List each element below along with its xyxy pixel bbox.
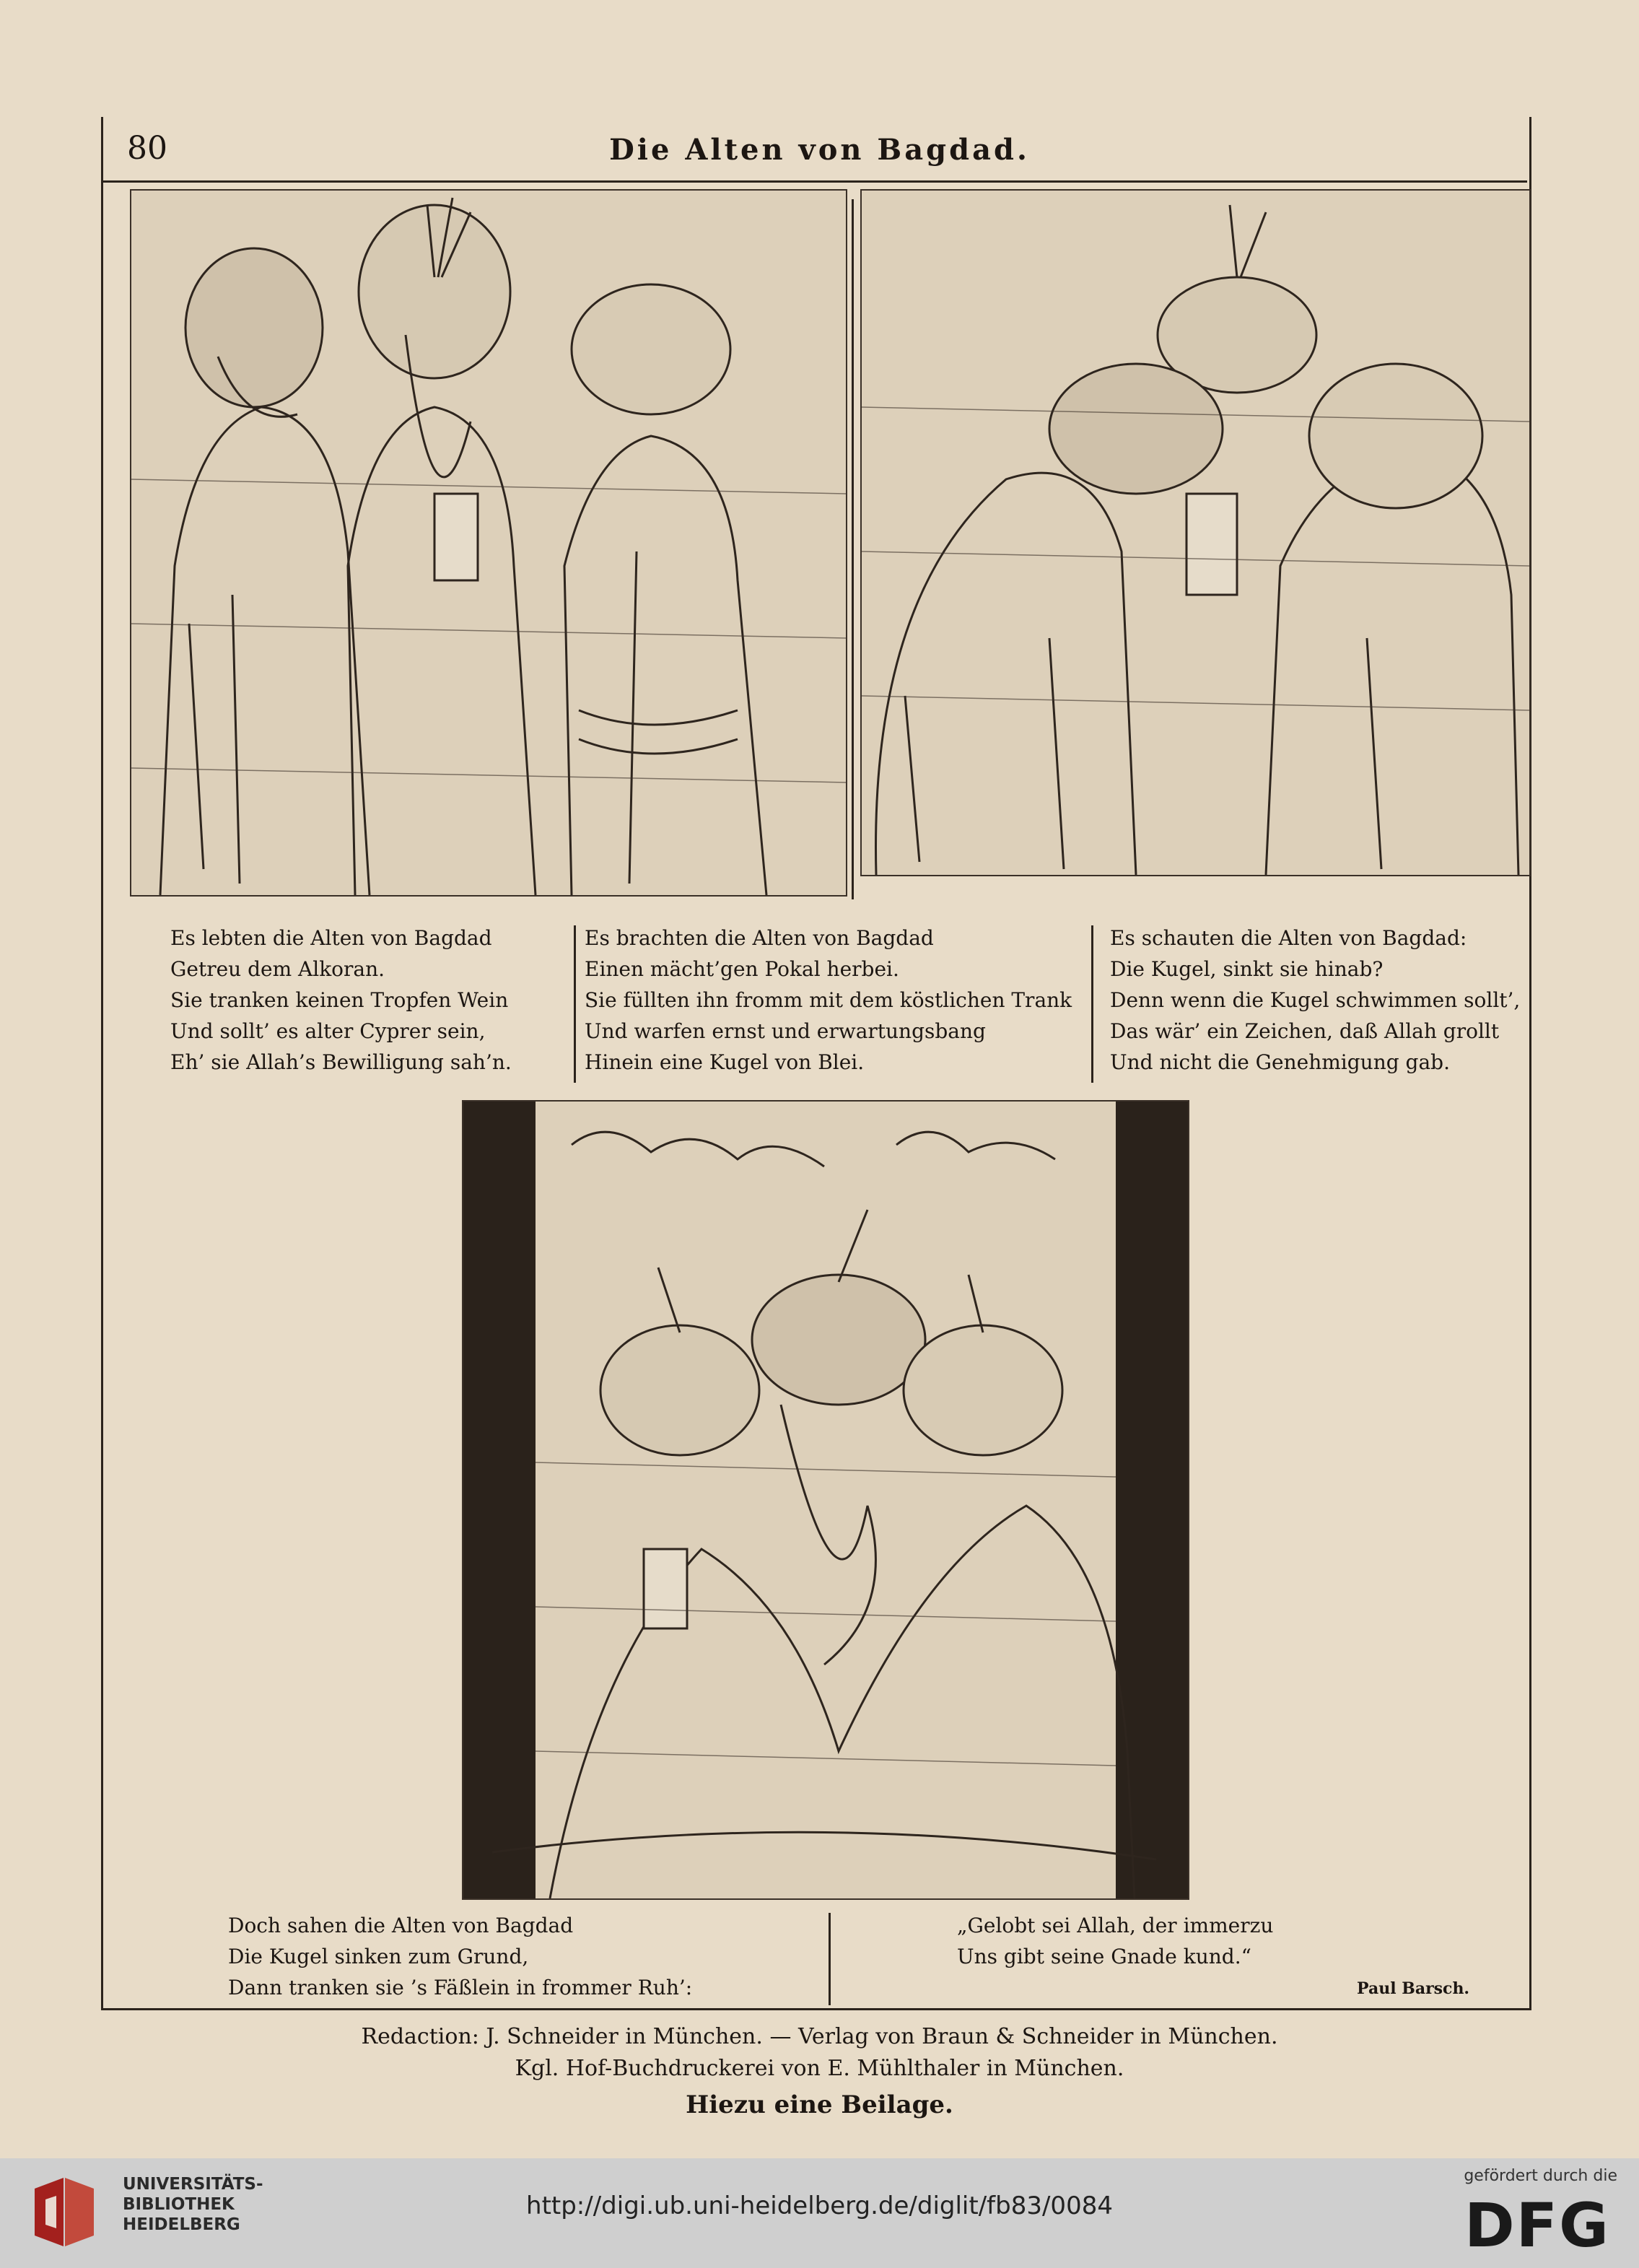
imprint-printer: Kgl. Hof-Buchdruckerei von E. Mühlthaler in München. <box>515 2056 1124 2081</box>
imprint-supplement: Hiezu eine Beilage. <box>686 2090 953 2119</box>
illustration-men-bending-over-goblet <box>860 189 1531 876</box>
verse-line: Uns gibt seine Gnade kund.“ <box>957 1945 1251 1968</box>
verse-line: Die Kugel, sinkt sie hinab? <box>1110 957 1384 981</box>
imprint-editorial: Redaction: J. Schneider in München. — Verlag von Braun & Schneider in München. <box>361 2024 1278 2049</box>
verse-line: Und nicht die Genehmigung gab. <box>1110 1050 1450 1074</box>
verse-line: Getreu dem Alkoran. <box>170 957 385 981</box>
verse-column-1 <box>170 923 512 1078</box>
header-rule <box>101 180 1527 183</box>
column-rule <box>1091 925 1093 1083</box>
verse-line: Doch sahen die Alten von Bagdad <box>228 1914 574 1937</box>
column-rule <box>852 199 854 899</box>
university-library-name: UNIVERSITÄTS- BIBLIOTHEK HEIDELBERG <box>123 2175 263 2234</box>
verse-line: Einen mächt’gen Pokal herbei. <box>585 957 899 981</box>
column-rule <box>574 925 576 1083</box>
verse-line: Eh’ sie Allah’s Bewilligung sah’n. <box>170 1050 512 1074</box>
verse-line: Sie tranken keinen Tropfen Wein <box>170 988 509 1012</box>
dfg-logo[interactable]: DFG <box>1464 2190 1610 2261</box>
author-signature: Paul Barsch. <box>1357 1979 1470 1998</box>
verse-line: Denn wenn die Kugel schwimmen sollt’, <box>1110 988 1521 1012</box>
page-title: Die Alten von Bagdad. <box>609 133 1030 167</box>
verse-column-5 <box>957 1910 1273 1972</box>
verse-column-4 <box>228 1910 692 2003</box>
column-rule <box>829 1913 831 2005</box>
verse-column-3 <box>1110 923 1520 1078</box>
illustration-three-men-goblet <box>130 189 847 897</box>
verse-line: Es lebten die Alten von Bagdad <box>170 926 492 950</box>
verse-column-2 <box>585 923 1072 1078</box>
illustration-men-sleeping <box>462 1100 1189 1900</box>
verse-line: Die Kugel sinken zum Grund, <box>228 1945 529 1968</box>
footer-bar <box>0 2158 1639 2268</box>
verse-line: Sie füllten ihn fromm mit dem köstlichen Trank <box>585 988 1072 1012</box>
verse-line: „Gelobt sei Allah, der immerzu <box>957 1914 1274 1937</box>
verse-line: Und sollt’ es alter Cyprer sein, <box>170 1019 486 1043</box>
funding-label: gefördert durch die <box>1464 2167 1617 2185</box>
source-url-link[interactable]: http://digi.ub.uni-heidelberg.de/diglit/fb83/0084 <box>526 2191 1113 2220</box>
verse-line: Hinein eine Kugel von Blei. <box>585 1050 865 1074</box>
verse-line: Und warfen ernst und erwartungsbang <box>585 1019 986 1043</box>
verse-line: Das wär’ ein Zeichen, daß Allah grollt <box>1110 1019 1500 1043</box>
verse-line: Es schauten die Alten von Bagdad: <box>1110 926 1467 950</box>
page-number: 80 <box>127 130 167 167</box>
verse-line: Es brachten die Alten von Bagdad <box>585 926 934 950</box>
verse-line: Dann tranken sie ’s Fäßlein in frommer Ruh’: <box>228 1976 693 1999</box>
